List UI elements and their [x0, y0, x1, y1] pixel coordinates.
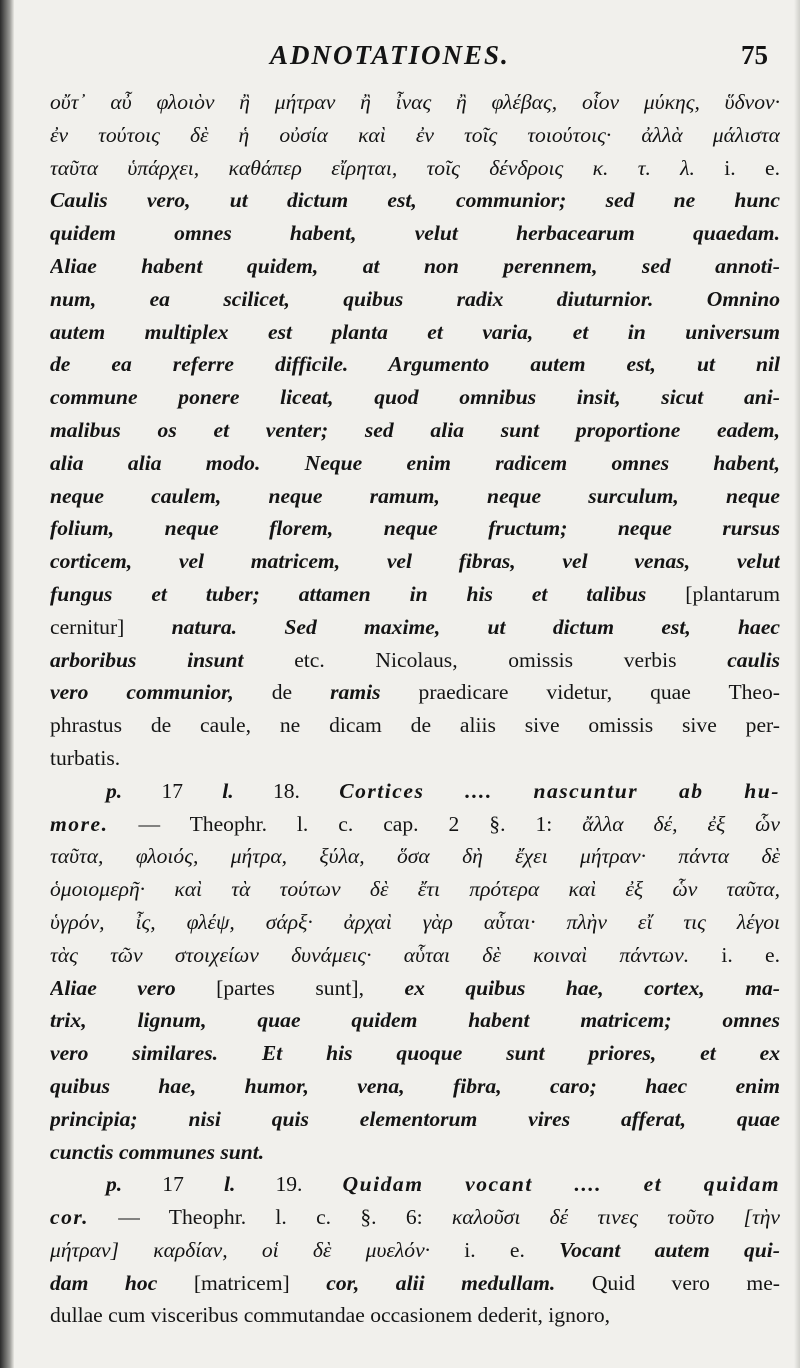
roman-text: dullae cum visceribus commutandae occasionem dederit, ignoro, [50, 1303, 611, 1328]
roman-text: — Theophr. l. c. cap. 2 §. 1: [108, 811, 583, 836]
latin-italic-text: ramis [330, 680, 381, 705]
roman-text [672, 1008, 723, 1032]
roman-text: praedicare videtur, quae Theo- [380, 680, 780, 705]
text-line [50, 119, 780, 152]
lemma-text: cor. [50, 1205, 89, 1230]
text-line [50, 512, 780, 545]
latin-italic-text: dam hoc [50, 1270, 158, 1295]
greek-text: ὑγρόν, ἶς, φλέψ, σάρξ· ἀρχαὶ γὰρ αὗται· πλὴν εἴ τις λέγοι [50, 909, 780, 934]
lemma-text: Cortices .... nascuntur ab hu- [339, 778, 780, 803]
latin-italic-text: autem multiplex est planta et varia, et in universum [50, 319, 780, 344]
latin-italic-text: trix, lignum, quae quidem habent matricem; [50, 1008, 672, 1033]
text-line [50, 545, 780, 578]
greek-text: μήτραν] καρδίαν, οἱ δὲ μυελόν· [50, 1237, 431, 1262]
latin-italic-text: l. [223, 1172, 236, 1197]
roman-text: de [233, 680, 331, 705]
text-line [50, 808, 780, 841]
text-line [50, 611, 780, 644]
text-line [50, 1168, 780, 1201]
text-line [50, 1299, 780, 1332]
latin-italic-text: natura. Sed maxime, ut dictum est, haec [171, 614, 780, 639]
text-line [50, 840, 780, 873]
latin-italic-text: corticem, vel matricem, vel fibras, vel venas, velut [50, 549, 780, 574]
text-line [50, 250, 780, 283]
roman-text: turbatis. [50, 745, 121, 770]
latin-italic-text: fungus et tuber; attamen in his et talibus [50, 581, 647, 606]
latin-italic-text: quibus hae, humor, vena, fibra, caro; haec enim [50, 1073, 780, 1098]
roman-text: 18. [233, 778, 340, 803]
latin-italic-text: principia; [50, 1106, 138, 1131]
roman-text: cernitur] [50, 614, 172, 639]
lemma-text: more. [50, 811, 109, 836]
latin-italic-text: folium, neque florem, neque fructum; neque rursus [50, 516, 780, 541]
latin-italic-text: num, ea scilicet, quibus radix diuturnior. Omnino [50, 286, 780, 311]
text-line [50, 316, 780, 349]
text-line [50, 1103, 780, 1136]
text-line [50, 972, 780, 1005]
roman-text: 17 [122, 778, 223, 803]
text-line [50, 1136, 780, 1169]
text-line [50, 676, 780, 709]
latin-italic-text: arboribus insunt [50, 647, 244, 672]
roman-text: [plantarum [646, 581, 780, 606]
text-line [50, 447, 780, 480]
text-line [50, 578, 780, 611]
latin-italic-text: l. [222, 778, 234, 803]
text-line [50, 283, 780, 316]
roman-text: — Theophr. l. c. §. 6: [89, 1205, 452, 1230]
running-head: ADNOTATIONES. [270, 40, 510, 70]
latin-italic-text: nisi quis elementorum vires afferat, quae [188, 1106, 780, 1131]
greek-text: καλοῦσι δέ τινες τοῦτο [τὴν [451, 1205, 780, 1230]
roman-text: etc. Nicolaus, omissis verbis [243, 647, 728, 672]
roman-text: phrastus de caule, ne dicam de aliis sive omissis sive per- [50, 713, 780, 738]
text-line [50, 414, 780, 447]
latin-italic-text: caulis [727, 647, 780, 672]
roman-text [138, 1107, 189, 1131]
text-line [50, 709, 780, 742]
text-line [50, 381, 780, 414]
text-line [50, 939, 780, 972]
roman-text: i. e. [694, 155, 780, 180]
latin-italic-text: alia alia modo. Neque enim radicem omnes habent, [50, 450, 780, 475]
latin-italic-text: neque caulem, neque ramum, neque surculum, neque [50, 483, 780, 508]
latin-italic-text: Vocant autem qui- [559, 1237, 780, 1262]
text-line [50, 184, 780, 217]
latin-italic-text: p. [106, 778, 123, 803]
latin-italic-text: omnes [722, 1008, 780, 1033]
text-line [50, 1070, 780, 1103]
text-line [50, 775, 780, 808]
text-line [50, 742, 780, 775]
text-line [50, 1201, 780, 1234]
text-line [50, 1267, 780, 1300]
latin-italic-text: malibus os et venter; sed alia sunt proportione eadem, [50, 417, 780, 442]
annotation-body [50, 86, 780, 1356]
greek-text: τὰς τῶν στοιχείων δυνάμεις· αὗται δὲ κοιναὶ πάντων. [50, 942, 690, 967]
latin-italic-text: quidem omnes habent, velut herbacearum quaedam. [50, 221, 780, 246]
text-line [50, 480, 780, 513]
page-header [40, 40, 770, 76]
text-line [50, 906, 780, 939]
roman-text: i. e. [430, 1237, 560, 1262]
greek-text: ταῦτα, φλοιός, μήτρα, ξύλα, ὅσα δὴ ἔχει μήτραν· πάντα δὲ [50, 844, 780, 869]
text-line [50, 644, 780, 677]
latin-italic-text: ex quibus hae, cortex, ma- [404, 975, 780, 1000]
latin-italic-text: cor, alii medullam. [326, 1270, 556, 1295]
greek-text: ὁμοιομερῆ· καὶ τὰ τούτων δὲ ἔτι πρότερα καὶ ἐξ ὧν ταῦτα, [50, 877, 780, 902]
latin-italic-text: de ea referre difficile. Argumento autem est, ut nil [50, 352, 780, 377]
text-line [50, 86, 780, 119]
text-line [50, 348, 780, 381]
greek-text: οὔτ᾽ αὖ φλοιὸν ἢ μήτραν ἢ ἶνας ἢ φλέβας, οἷον μύκης, ὕδνον· [50, 90, 780, 114]
text-line [50, 217, 780, 250]
latin-italic-text: Aliae habent quidem, at non perennem, sed annoti- [50, 253, 780, 278]
lemma-text: Quidam vocant .... et quidam [342, 1172, 780, 1197]
roman-text: i. e. [689, 942, 780, 967]
latin-italic-text: Caulis vero, ut dictum est, communior; sed ne hunc [50, 188, 780, 213]
text-line [50, 1037, 780, 1070]
roman-text: 17 [122, 1172, 224, 1197]
page-number: 75 [741, 40, 768, 70]
text-line [50, 1004, 780, 1037]
latin-italic-text: vero communior, [50, 680, 234, 705]
roman-text: 19. [235, 1172, 343, 1197]
text-line [50, 152, 780, 185]
latin-italic-text: p. [106, 1172, 123, 1197]
latin-italic-text: vero similares. Et his quoque sunt priores, et ex [50, 1041, 780, 1066]
roman-text: [matricem] [157, 1270, 327, 1295]
roman-text: [partes sunt], [175, 975, 405, 1000]
greek-text: ταῦτα ὑπάρχει, καθάπερ εἴρηται, τοῖς δένδροις κ. τ. λ. [50, 155, 695, 180]
latin-italic-text: cunctis communes sunt. [50, 1139, 265, 1164]
greek-text: ἐν τούτοις δὲ ἡ οὐσία καὶ ἐν τοῖς τοιούτοις· ἀλλὰ μάλιστα [50, 122, 780, 147]
latin-italic-text: commune ponere liceat, quod omnibus insit, sicut ani- [50, 385, 780, 410]
text-line [50, 873, 780, 906]
roman-text: Quid vero me- [555, 1270, 780, 1295]
latin-italic-text: Aliae vero [50, 975, 176, 1000]
text-line [50, 1234, 780, 1267]
greek-text: ἄλλα δέ, ἐξ ὧν [582, 811, 780, 836]
